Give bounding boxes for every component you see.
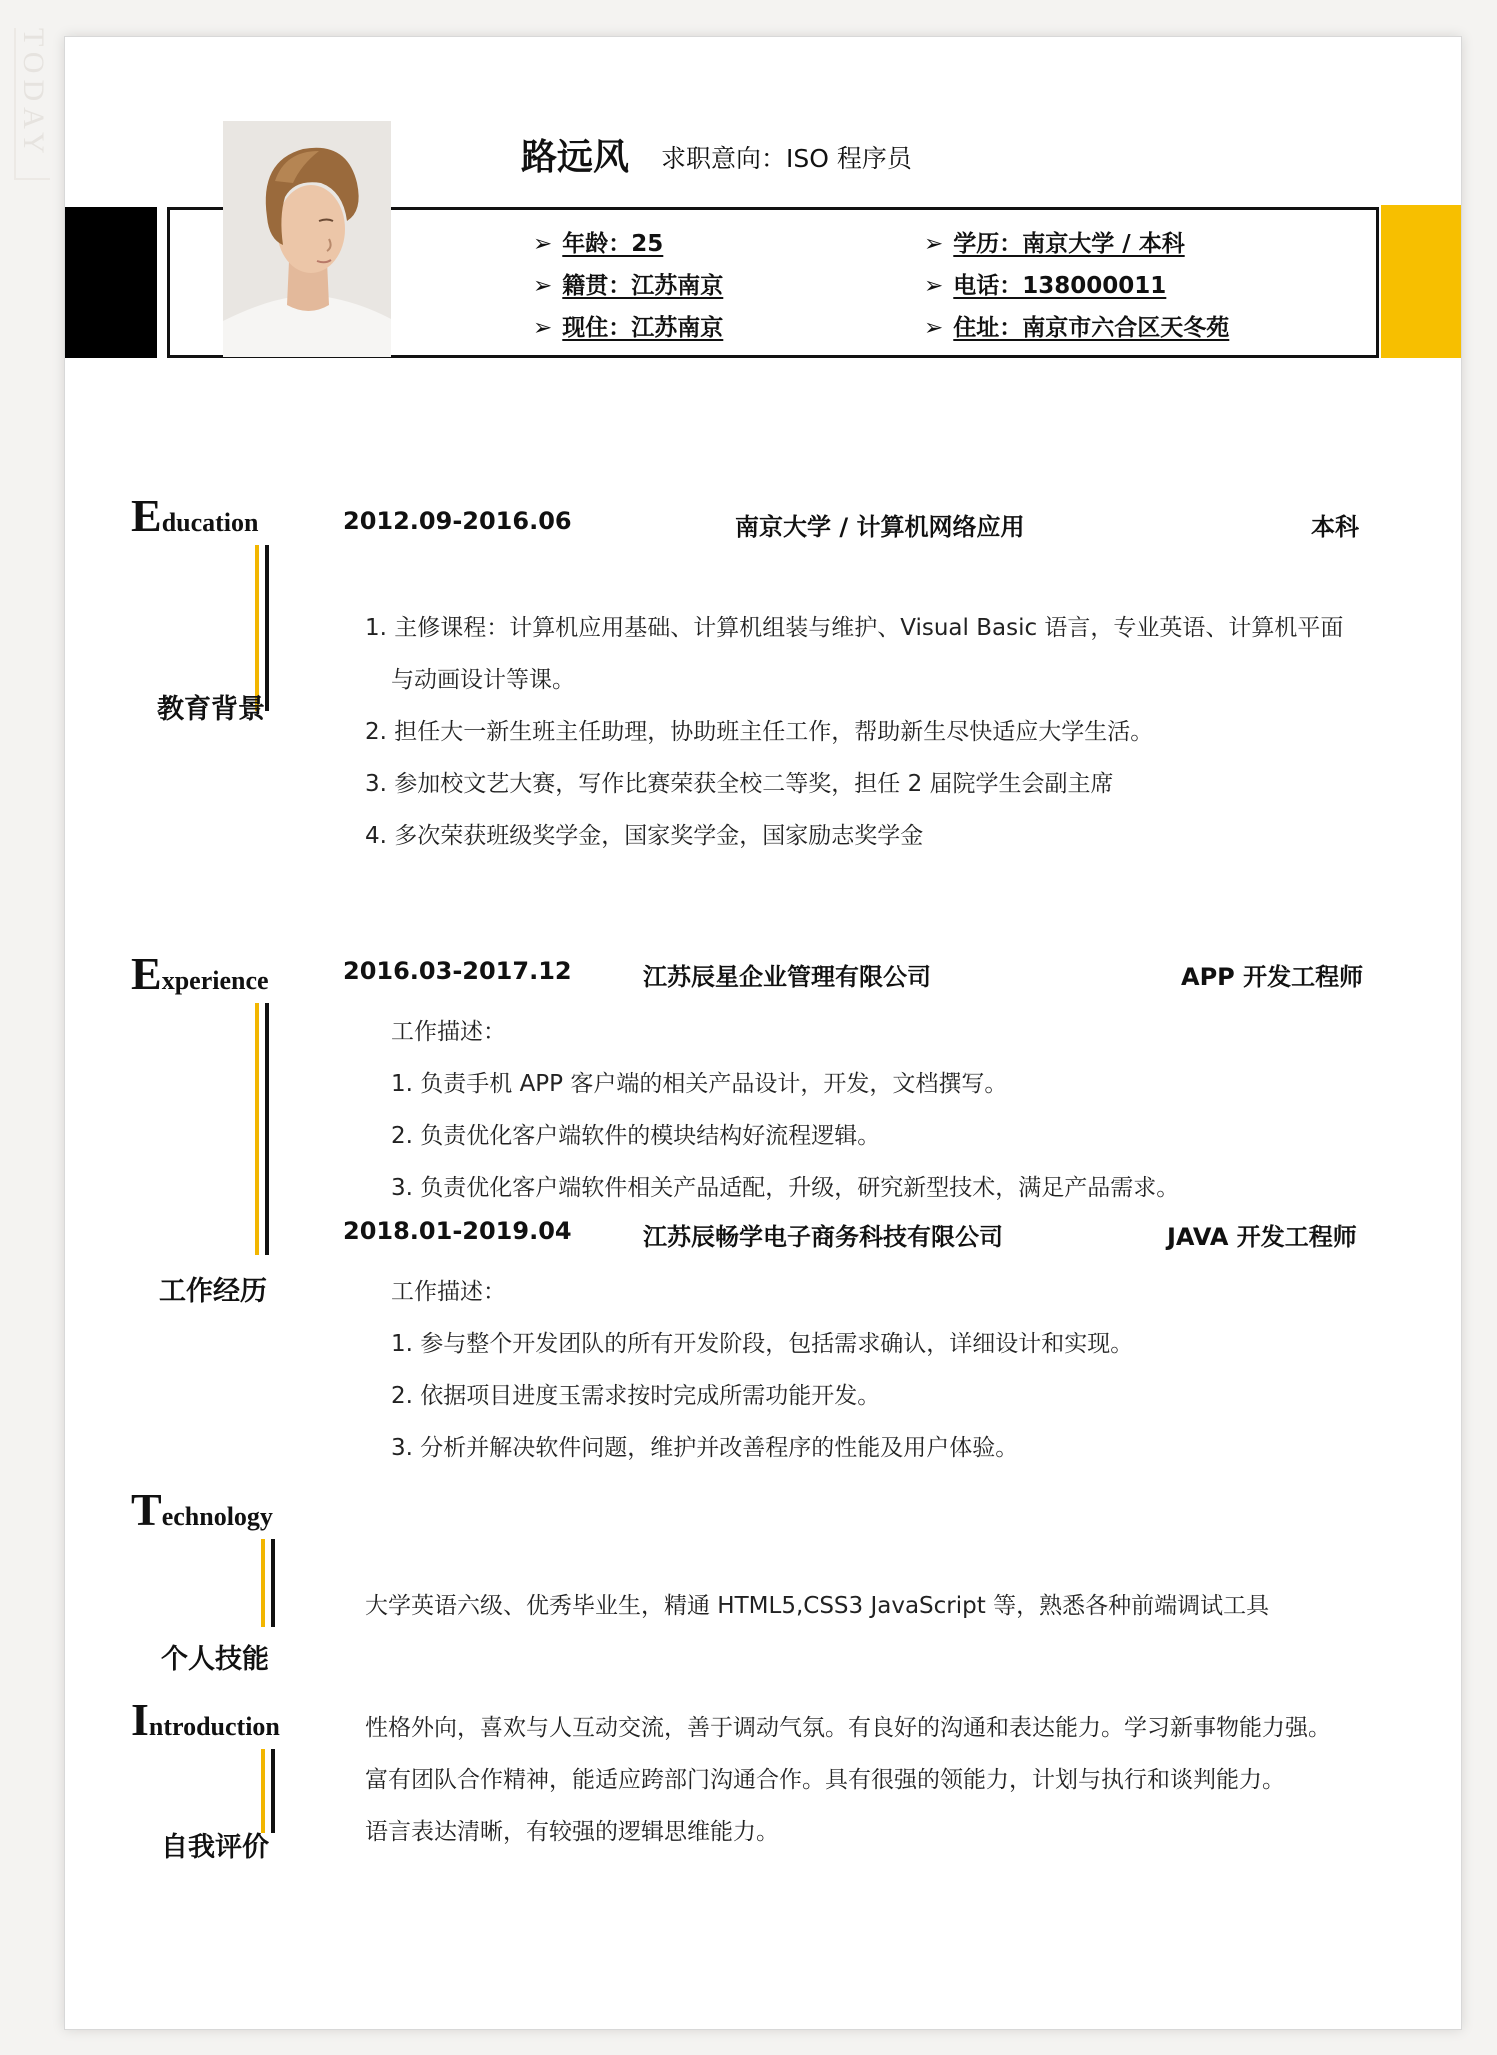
job-desc-label: 工作描述： xyxy=(391,1019,506,1045)
job-item: 2. 负责优化客户端软件的模块结构好流程逻辑。 xyxy=(391,1123,881,1149)
section-divider-black xyxy=(271,1749,275,1833)
info-education: ➢ 学历：南京大学 / 本科 xyxy=(924,231,1185,257)
introduction-item: 性格外向，喜欢与人互动交流，善于调动气氛。有良好的沟通和表达能力。学习新事物能力强。 xyxy=(365,1715,1331,1741)
skills-text: 大学英语六级、优秀毕业生，精通 HTML5,CSS3 JavaScript 等，熟悉各种前端调试工具 xyxy=(365,1593,1270,1619)
watermark: TODAY xyxy=(14,28,50,180)
arrow-icon: ➢ xyxy=(533,273,553,299)
education-degree: 本科 xyxy=(1311,513,1359,541)
section-divider-yellow xyxy=(255,1003,259,1255)
job-item: 1. 参与整个开发团队的所有开发阶段，包括需求确认，详细设计和实现。 xyxy=(391,1331,1134,1357)
section-divider-black xyxy=(265,545,269,711)
section-divider-black xyxy=(271,1539,275,1627)
job-item: 3. 分析并解决软件问题，维护并改善程序的性能及用户体验。 xyxy=(391,1435,1019,1461)
section-divider-yellow xyxy=(261,1539,265,1627)
job-item: 3. 负责优化客户端软件相关产品适配，升级，研究新型技术，满足产品需求。 xyxy=(391,1175,1180,1201)
introduction-item: 语言表达清晰，有较强的逻辑思维能力。 xyxy=(365,1819,779,1845)
profile-photo xyxy=(223,121,391,357)
header-black-bar xyxy=(65,207,157,358)
arrow-icon: ➢ xyxy=(924,273,944,299)
education-period: 2012.09-2016.06 xyxy=(343,507,572,535)
section-title-introduction: Introduction xyxy=(131,1694,280,1745)
introduction-item: 富有团队合作精神，能适应跨部门沟通合作。具有很强的领能力，计划与执行和谈判能力。 xyxy=(365,1767,1285,1793)
job-item: 2. 依据项目进度玉需求按时完成所需功能开发。 xyxy=(391,1383,881,1409)
header-yellow-bar xyxy=(1381,205,1461,358)
job-desc-label: 工作描述： xyxy=(391,1279,506,1305)
job-intent: 求职意向：ISO 程序员 xyxy=(661,144,912,173)
job-role: APP 开发工程师 xyxy=(1181,963,1364,991)
section-label-experience: 工作经历 xyxy=(159,1276,267,1307)
section-label-education: 教育背景 xyxy=(157,694,265,725)
job-company: 江苏辰畅学电子商务科技有限公司 xyxy=(643,1223,1003,1251)
job-item: 1. 负责手机 APP 客户端的相关产品设计，开发，文档撰写。 xyxy=(391,1071,1008,1097)
section-divider-yellow xyxy=(261,1749,265,1833)
education-item: 1. 主修课程：计算机应用基础、计算机组装与维护、Visual Basic 语言，专业英语、计算机平面 xyxy=(365,615,1344,641)
section-divider-black xyxy=(265,1003,269,1255)
info-residence: ➢ 现住：江苏南京 xyxy=(533,315,724,341)
section-title-education: Education xyxy=(131,490,259,541)
education-item: 4. 多次荣获班级奖学金，国家奖学金，国家励志奖学金 xyxy=(365,823,924,849)
section-title-technology: Technology xyxy=(131,1484,273,1535)
section-label-technology: 个人技能 xyxy=(161,1644,269,1675)
arrow-icon: ➢ xyxy=(533,231,553,257)
candidate-name: 路远风 xyxy=(521,137,630,178)
info-hometown: ➢ 籍贯：江苏南京 xyxy=(533,273,724,299)
job-role: JAVA 开发工程师 xyxy=(1167,1223,1357,1251)
education-item: 与动画设计等课。 xyxy=(391,667,575,693)
arrow-icon: ➢ xyxy=(924,231,944,257)
arrow-icon: ➢ xyxy=(533,315,553,341)
resume-sheet xyxy=(64,36,1462,2030)
job-company: 江苏辰星企业管理有限公司 xyxy=(643,963,931,991)
education-item: 2. 担任大一新生班主任助理，协助班主任工作，帮助新生尽快适应大学生活。 xyxy=(365,719,1154,745)
arrow-icon: ➢ xyxy=(924,315,944,341)
info-age: ➢ 年龄：25 xyxy=(533,231,664,257)
info-phone: ➢ 电话：138000011 xyxy=(924,273,1167,299)
info-address: ➢ 住址：南京市六合区天冬苑 xyxy=(924,315,1230,341)
job-period: 2016.03-2017.12 xyxy=(343,957,572,985)
education-school: 南京大学 / 计算机网络应用 xyxy=(735,513,1025,541)
section-title-experience: Experience xyxy=(131,948,269,999)
section-label-introduction: 自我评价 xyxy=(161,1832,269,1863)
education-item: 3. 参加校文艺大赛，写作比赛荣获全校二等奖，担任 2 届院学生会副主席 xyxy=(365,771,1114,797)
job-period: 2018.01-2019.04 xyxy=(343,1217,572,1245)
